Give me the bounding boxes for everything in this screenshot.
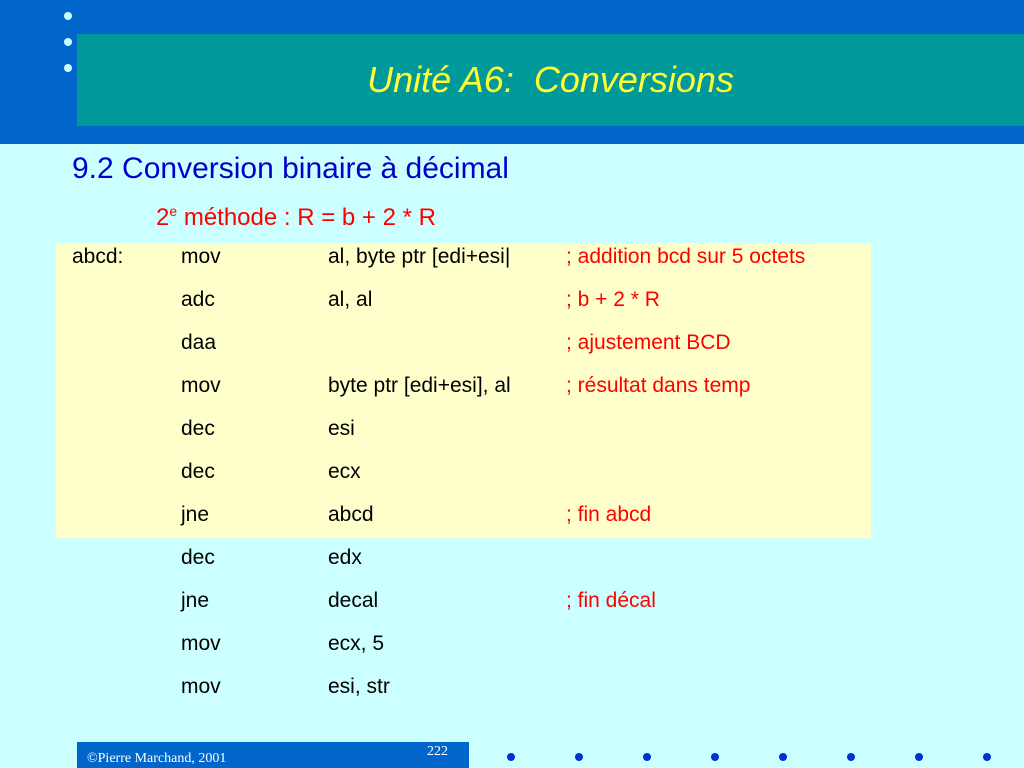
bullet-dot-icon xyxy=(711,753,719,761)
code-operands: ecx, 5 xyxy=(328,632,385,655)
code-operands: abcd xyxy=(328,503,374,526)
code-operands: al, al xyxy=(328,288,373,311)
code-comment: ; b + 2 * R xyxy=(566,288,660,311)
code-line xyxy=(0,331,1024,371)
code-line xyxy=(0,632,1024,672)
code-operands: esi xyxy=(328,417,355,440)
code-line xyxy=(0,417,1024,457)
code-comment: ; addition bcd sur 5 octets xyxy=(566,245,806,268)
code-opcode: daa xyxy=(181,331,217,354)
code-opcode: jne xyxy=(181,589,210,612)
bullet-dot-icon xyxy=(575,753,583,761)
code-opcode: mov xyxy=(181,632,221,655)
code-operands: byte ptr [edi+esi], al xyxy=(328,374,511,397)
code-opcode: jne xyxy=(181,503,210,526)
bullet-dot-icon xyxy=(983,753,991,761)
code-comment: ; fin abcd xyxy=(566,503,652,526)
code-label: abcd: xyxy=(72,245,124,268)
code-line xyxy=(0,460,1024,500)
code-operands: esi, str xyxy=(328,675,390,698)
code-operands: edx xyxy=(328,546,362,569)
page-number: 222 xyxy=(427,744,448,759)
bullet-dot-icon xyxy=(643,753,651,761)
footer-credit: ©Pierre Marchand, 2001 xyxy=(87,751,227,766)
footer-bar xyxy=(77,742,469,768)
code-line xyxy=(0,245,1024,285)
code-operands: decal xyxy=(328,589,379,612)
code-opcode: dec xyxy=(181,546,215,569)
code-line xyxy=(0,374,1024,414)
code-opcode: dec xyxy=(181,417,215,440)
section-heading: 9.2 Conversion binaire à décimal xyxy=(72,152,509,185)
code-line xyxy=(0,503,1024,543)
bullet-dot-icon xyxy=(779,753,787,761)
code-opcode: mov xyxy=(181,245,221,268)
title-box xyxy=(77,34,1024,126)
code-opcode: mov xyxy=(181,675,221,698)
code-opcode: mov xyxy=(181,374,221,397)
code-comment: ; fin décal xyxy=(566,589,656,612)
code-line xyxy=(0,546,1024,586)
code-comment: ; résultat dans temp xyxy=(566,374,751,397)
slide-title: Unité A6: Conversions xyxy=(367,59,734,100)
code-line xyxy=(0,675,1024,715)
method-superscript: e xyxy=(169,203,178,219)
code-operands: ecx xyxy=(328,460,361,483)
bullet-dot-icon xyxy=(847,753,855,761)
method-text: méthode : R = b + 2 * R xyxy=(177,204,436,231)
code-comment: ; ajustement BCD xyxy=(566,331,731,354)
code-line xyxy=(0,589,1024,629)
method-subheading xyxy=(156,203,436,232)
bullet-dot-icon xyxy=(915,753,923,761)
bullet-dot-icon xyxy=(64,38,72,46)
bullet-dot-icon xyxy=(64,12,72,20)
method-number: 2 xyxy=(156,204,170,231)
code-opcode: dec xyxy=(181,460,215,483)
code-line xyxy=(0,288,1024,328)
code-opcode: adc xyxy=(181,288,215,311)
bullet-dot-icon xyxy=(64,64,72,72)
bullet-dot-icon xyxy=(507,753,515,761)
code-operands: al, byte ptr [edi+esi| xyxy=(328,245,511,268)
